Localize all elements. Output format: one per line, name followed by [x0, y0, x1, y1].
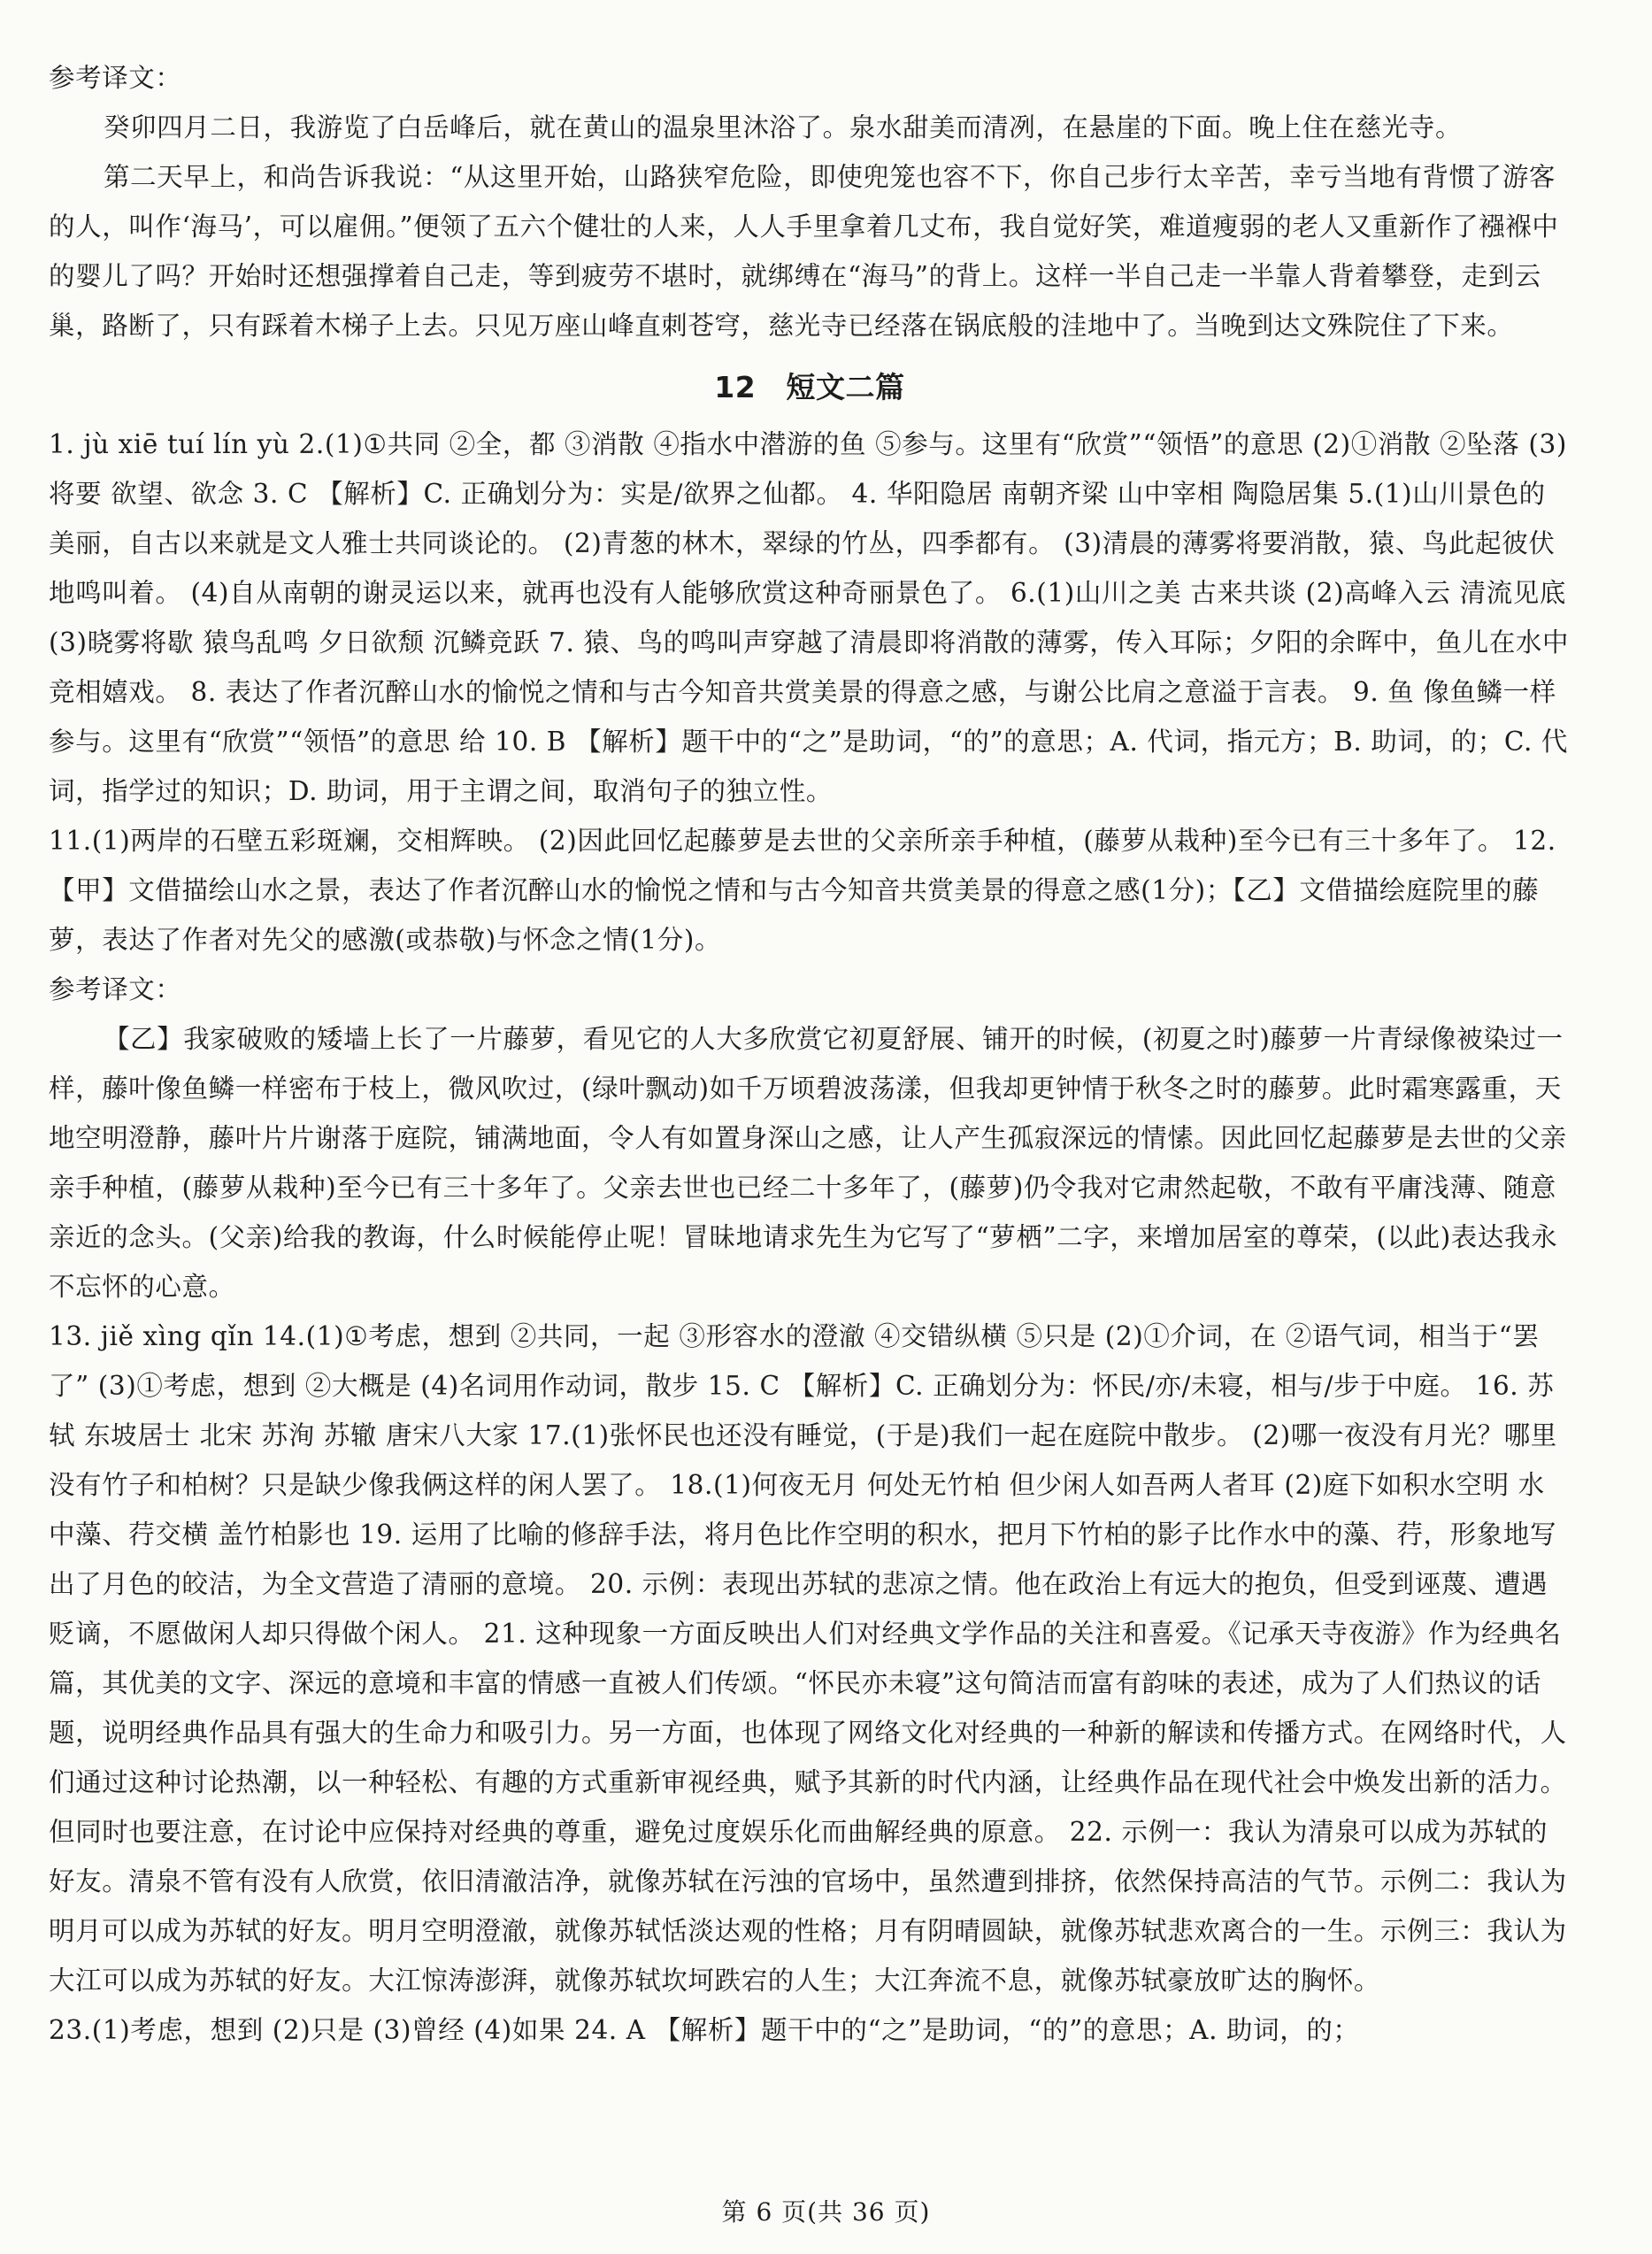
section-name: 短文二篇 [786, 370, 905, 404]
section-title [49, 358, 1571, 418]
translation-label: 参考译文： [49, 974, 182, 1004]
translation-paragraph: 【乙】我家破败的矮墙上长了一片藤萝，看见它的人大多欣赏它初夏舒展、铺开的时候，(初夏之时)藤萝一片青绿像被染过一样，藤叶像鱼鳞一样密布于枝上，微风吹过，(绿叶飘动)如千万顷碧波荡漾，但我却更钟情于秋冬之时的藤萝。此时霜寒露重，天地空明澄静，藤叶片片谢落于庭院，铺满地面，令人有如置身深山之感，让人产生孤寂深远的情愫。因此回忆起藤萝是去世的父亲亲手种植，(藤萝从栽种)至今已有三十多年了。父亲去世也已经二十多年了，(藤萝)仍令我对它肃然起敬，不敢有平庸浅薄、随意亲近的念头。(父亲)给我的教诲，什么时候能停止呢！冒昧地请求先生为它写了“萝栖”二字，来增加居室的尊荣，(以此)表达我永不忘怀的心意。 [49, 1024, 1567, 1302]
translation-paragraph: 癸卯四月二日，我游览了白岳峰后，就在黄山的温泉里沐浴了。泉水甜美而清冽，在悬崖的下面。晚上住在慈光寺。 [103, 112, 1463, 142]
page-content [49, 53, 1571, 2055]
translation-label: 参考译文： [49, 63, 182, 93]
translation-paragraph: 第二天早上，和尚告诉我说：“从这里开始，山路狭窄危险，即使兜笼也容不下，你自己步行太辛苦，幸亏当地有背惯了游客的人，叫作‘海马’，可以雇佣。”便领了五六个健壮的人来，人人手里拿着几丈布，我自觉好笑，难道瘦弱的老人又重新作了襁褓中的婴儿了吗？开始时还想强撑着自己走，等到疲劳不堪时，就绑缚在“海马”的背上。这样一半自己走一半靠人背着攀登，走到云巢，路断了，只有踩着木梯子上去。只见万座山峰直刺苍穹，慈光寺已经落在锅底般的洼地中了。当晚到达文殊院住了下来。 [49, 162, 1559, 341]
section-number: 12 [714, 370, 757, 404]
answer-block: 13. jiě xìng qǐn 14.(1)①考虑，想到 ②共同，一起 ③形容水的澄澈 ④交错纵横 ⑤只是 (2)①介词，在 ②语气词，相当于“罢了” (3)①考虑，想到 ②大概是 (4)名词用作动词，散步 15. C 【解析】C. 正确划分为：怀民/亦/未寝，相与/步于中庭。 16. 苏轼 东坡居士 北宋 苏洵 苏辙 唐宋八大家 17.(1)张怀民也还没有睡觉，(于是)我们一起在庭院中散步。 (2)哪一夜没有月光？哪里没有竹子和柏树？只是缺少像我俩这样的闲人罢了。 18.(1)何夜无月 何处无竹柏 但少闲人如吾两人者耳 (2)庭下如积水空明 水中藻、荇交横 盖竹柏影也 19. 运用了比喻的修辞手法，将月色比作空明的积水，把月下竹柏的影子比作水中的藻、荇，形象地写出了月色的皎洁，为全文营造了清丽的意境。 20. 示例：表现出苏轼的悲凉之情。他在政治上有远大的抱负，但受到诬蔑、遭遇贬谪，不愿做闲人却只得做个闲人。 21. 这种现象一方面反映出人们对经典文学作品的关注和喜爱。《记承天寺夜游》作为经典名篇，其优美的文字、深远的意境和丰富的情感一直被人们传颂。“怀民亦未寝”这句简洁而富有韵味的表述，成为了人们热议的话题，说明经典作品具有强大的生命力和吸引力。另一方面，也体现了网络文化对经典的一种新的解读和传播方式。在网络时代，人们通过这种讨论热潮，以一种轻松、有趣的方式重新审视经典，赋予其新的时代内涵，让经典作品在现代社会中焕发出新的活力。但同时也要注意，在讨论中应保持对经典的尊重，避免过度娱乐化而曲解经典的原意。 22. 示例一：我认为清泉可以成为苏轼的好友。清泉不管有没有人欣赏，依旧清澈洁净，就像苏轼在污浊的官场中，虽然遭到排挤，依然保持高洁的气节。示例二：我认为明月可以成为苏轼的好友。明月空明澄澈，就像苏轼恬淡达观的性格；月有阴晴圆缺，就像苏轼悲欢离合的一生。示例三：我认为大江可以成为苏轼的好友。大江惊涛澎湃，就像苏轼坎坷跌宕的人生；大江奔流不息，就像苏轼豪放旷达的胸怀。 [49, 1321, 1567, 1996]
answer-block: 23.(1)考虑，想到 (2)只是 (3)曾经 (4)如果 24. A 【解析】题干中的“之”是助词，“的”的意思；A. 助词，的； [49, 2015, 1360, 2045]
page-footer: 第 6 页(共 36 页) [721, 2197, 931, 2227]
answer-block: 11.(1)两岸的石壁五彩斑斓，交相辉映。 (2)因此回忆起藤萝是去世的父亲所亲手种植，(藤萝从栽种)至今已有三十多年了。 12.【甲】文借描绘山水之景，表达了作者沉醉山水的愉悦之情和与古今知音共赏美景的得意之感(1分)；【乙】文借描绘庭院里的藤萝，表达了作者对先父的感激(或恭敬)与怀念之情(1分)。 [49, 826, 1556, 955]
answer-block: 1. jù xiē tuí lín yù 2.(1)①共同 ②全，都 ③消散 ④指水中潜游的鱼 ⑤参与。这里有“欣赏”“领悟”的意思 (2)①消散 ②坠落 (3)将要 欲望、欲念 3. C 【解析】C. 正确划分为：实是/欲界之仙都。 4. 华阳隐居 南朝齐梁 山中宰相 陶隐居集 5.(1)山川景色的美丽，自古以来就是文人雅士共同谈论的。 (2)青葱的林木，翠绿的竹丛，四季都有。 (3)清晨的薄雾将要消散，猿、鸟此起彼伏地鸣叫着。 (4)自从南朝的谢灵运以来，就再也没有人能够欣赏这种奇丽景色了。 6.(1)山川之美 古来共谈 (2)高峰入云 清流见底 (3)晓雾将歇 猿鸟乱鸣 夕日欲颓 沉鳞竞跃 7. 猿、鸟的鸣叫声穿越了清晨即将消散的薄雾，传入耳际；夕阳的余晖中，鱼儿在水中竞相嬉戏。 8. 表达了作者沉醉山水的愉悦之情和与古今知音共赏美景的得意之感，与谢公比肩之意溢于言表。 9. 鱼 像鱼鳞一样 参与。这里有“欣赏”“领悟”的意思 给 10. B 【解析】题干中的“之”是助词，“的”的意思；A. 代词，指元方；B. 助词，的；C. 代词，指学过的知识；D. 助词，用于主谓之间，取消句子的独立性。 [49, 429, 1570, 806]
